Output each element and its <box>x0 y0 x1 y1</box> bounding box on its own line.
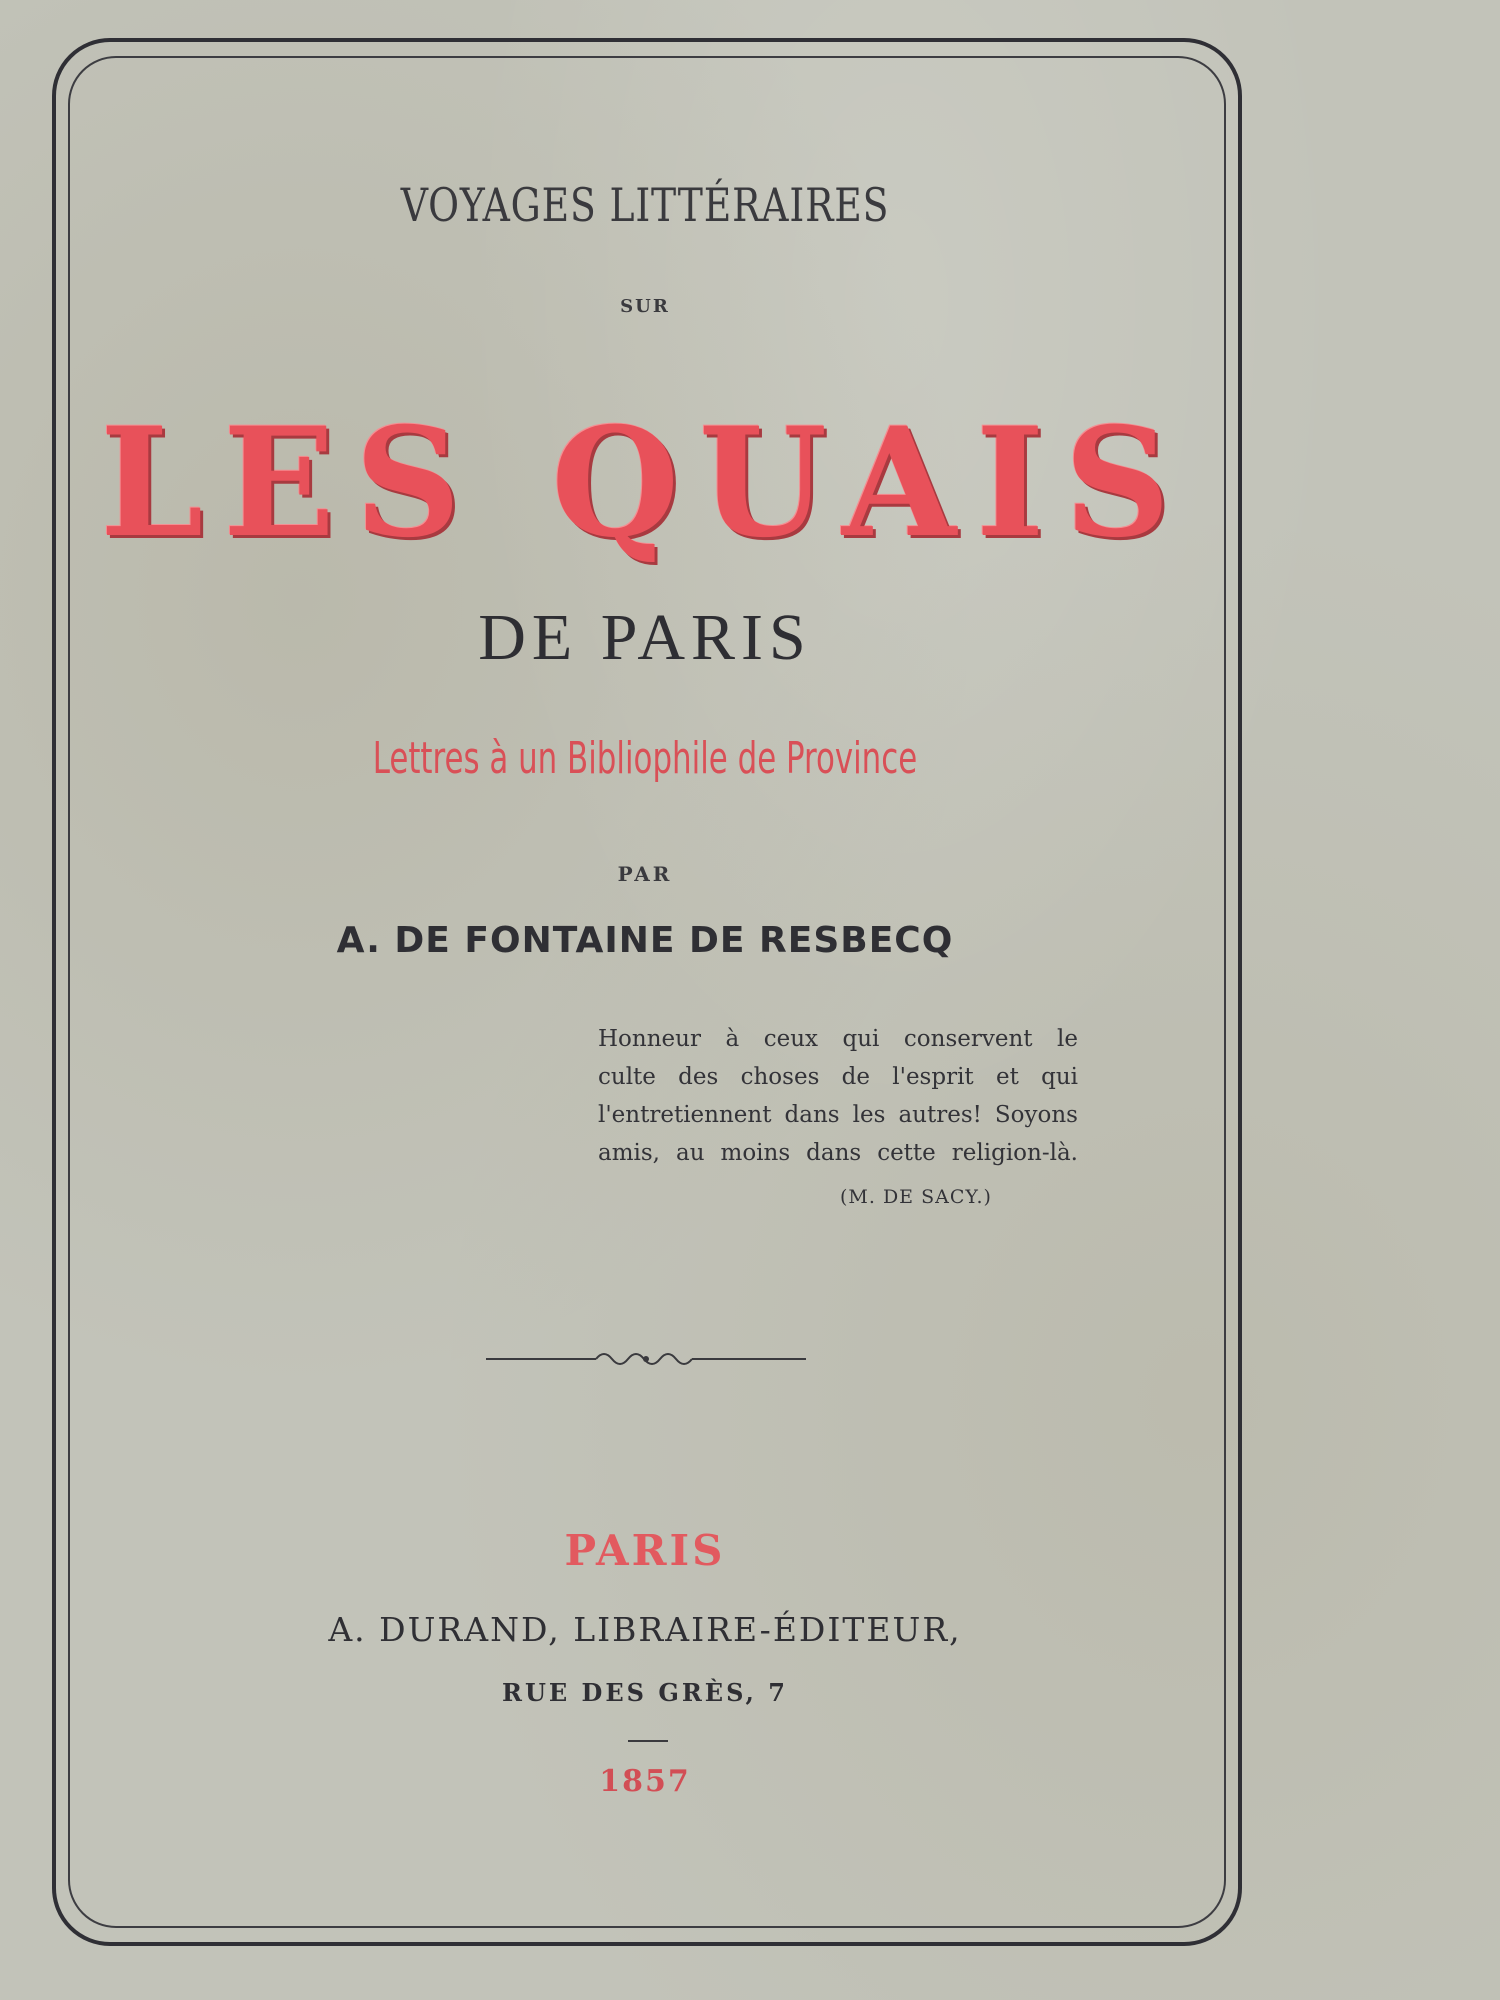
preposition: SUR <box>620 296 670 317</box>
publisher-address: RUE DES GRÈS, 7 <box>502 1678 788 1707</box>
epigraph-line: l'entretiennent dans les autres! Soyons <box>598 1102 1078 1128</box>
tagline: Lettres à un Bibliophile de Province <box>372 733 918 784</box>
ornament-divider <box>486 1344 806 1374</box>
publication-year: 1857 <box>599 1764 691 1799</box>
epigraph-line: culte des choses de l'esprit et qui <box>598 1064 1078 1090</box>
subtitle: DE PARIS <box>478 601 812 674</box>
short-rule <box>628 1740 668 1742</box>
main-title: LES QUAIS <box>100 395 1190 571</box>
place-of-publication: PARIS <box>564 1526 726 1575</box>
epigraph-line: Honneur à ceux qui conservent le <box>598 1026 1078 1052</box>
epigraph <box>598 1020 1078 1172</box>
author-name: A. DE FONTAINE DE RESBECQ <box>336 920 954 961</box>
epigraph-line: amis, au moins dans cette religion-là. <box>598 1140 1078 1166</box>
series-title: VOYAGES LITTÉRAIRES <box>400 178 890 232</box>
by-label: PAR <box>617 862 673 886</box>
publisher: A. DURAND, LIBRAIRE-ÉDITEUR, <box>328 1610 962 1649</box>
epigraph-attribution: (M. DE SACY.) <box>840 1186 992 1208</box>
